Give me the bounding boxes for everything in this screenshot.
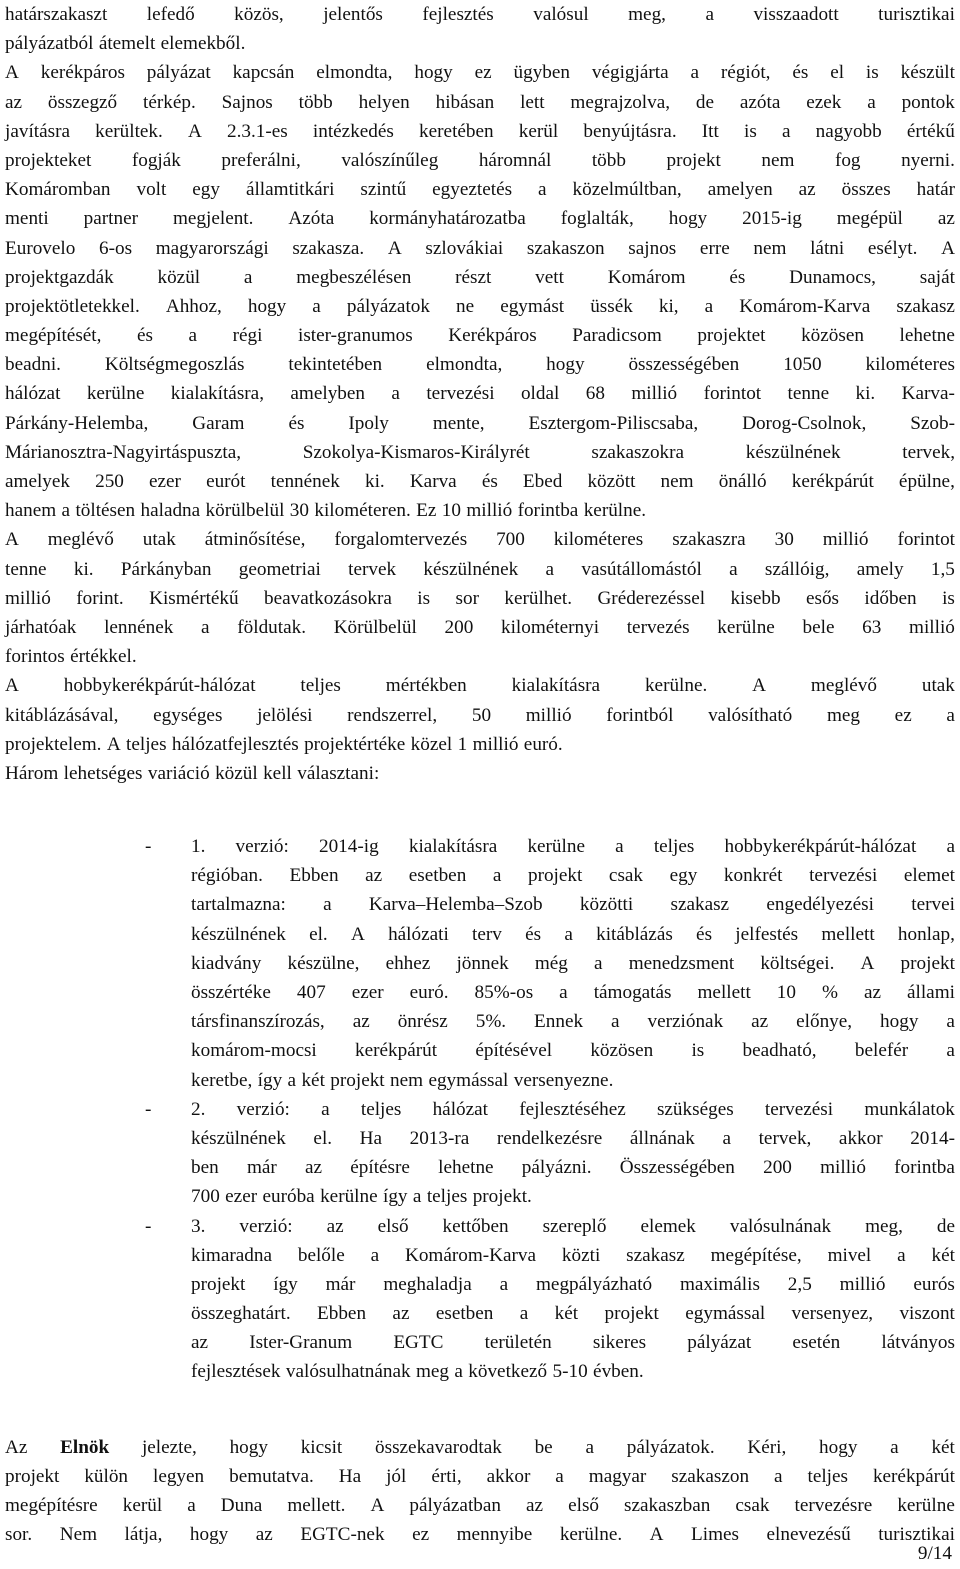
text-line: A kerékpáros pályázat kapcsán elmondta, hogy ez ügyben végigjárta a régiót, és el is készült	[5, 62, 955, 84]
text-line: A hobbykerékpárút-hálózat teljes mértékben kialakításra kerülne. A meglévő utak	[5, 675, 955, 697]
text-line: járhatóak lennének a földutak. Körülbelül 200 kilométernyi tervezés kerülne bele 63 millió	[5, 616, 955, 638]
text-line: projektgazdák közül a megbeszélésen részt vett Komárom és Dunamocs, saját	[5, 266, 955, 288]
text-line: megépítését, és a régi ister-granumos Kerékpáros Paradicsom projektet közösen lehetne	[5, 325, 955, 347]
list-item	[5, 832, 955, 1095]
text-line: készülnének el. A hálózati terv és a kitáblázás és jelfestés mellett honlap,	[191, 923, 955, 945]
text-line: forintos értékkel.	[5, 646, 137, 668]
text-line: A meglévő utak átminősítése, forgalomtervezés 700 kilométeres szakaszra 30 millió forintot	[5, 529, 955, 551]
text-line: 700 ezer euróba kerülne így a teljes projekt.	[191, 1186, 532, 1208]
text-line: tenne ki. Párkányban geometriai tervek készülnének a vasútállomástól a szállóig, amely 1,5	[5, 558, 955, 580]
list-item	[5, 1212, 955, 1387]
spacer	[5, 788, 955, 832]
text-line: projektelem. A teljes hálózatfejlesztés projektértéke közel 1 millió euró.	[5, 733, 563, 755]
text-line: sor. Nem látja, hogy az EGTC-nek ez mennyibe kerülne. A Limes elnevezésű turisztikai	[5, 1524, 955, 1546]
page-number: 9/14	[917, 1543, 952, 1564]
text-line: Párkány-Helemba, Garam és Ipoly mente, Esztergom-Piliscsaba, Dorog-Csolnok, Szob-	[5, 412, 955, 434]
text-line: társfinanszírozás, az önrész 5%. Ennek a verziónak az előnye, hogy a	[191, 1011, 955, 1033]
text-line: 1. verzió: 2014-ig kialakításra kerülne a teljes hobbykerékpárút-hálózat a	[191, 836, 955, 858]
list-bullet-dash: -	[145, 836, 152, 858]
text-line: pályázatból átemelt elemekből.	[5, 33, 246, 55]
text-line: az Ister-Granum EGTC területén sikeres pályázat esetén látványos	[191, 1332, 955, 1354]
text-line: projekteket fogják preferálni, valószínűleg háromnál több projekt nem fog nyerni.	[5, 149, 955, 171]
text-line: 2. verzió: a teljes hálózat fejlesztéséhez szükséges tervezési munkálatok	[191, 1098, 955, 1120]
text-line: 3. verzió: az első kettőben szereplő elemek valósulnának meg, de	[191, 1215, 955, 1237]
list-bullet-dash: -	[145, 1215, 152, 1237]
text-line: millió forint. Kismértékű beavatkozásokra is sor kerülhet. Gréderezéssel kisebb esős időben is	[5, 587, 955, 609]
text-line: tartalmazna: a Karva–Helemba–Szob közötti szakasz engedélyezési tervei	[191, 894, 955, 916]
text-line: az összegző térkép. Sajnos több helyen hibásan lett megrajzolva, de azóta ezek a pontok	[5, 91, 955, 113]
text-line: fejlesztések valósulhatnának meg a következő 5-10 évben.	[191, 1361, 644, 1383]
text-line: keretbe, így a két projekt nem egymással versenyezne.	[191, 1069, 614, 1091]
text-line: kimaradna belőle a Komárom-Karva közti szakasz megépítése, mivel a két	[191, 1244, 955, 1266]
text-line: kitáblázásával, egységes jelölési rendszerrel, 50 millió forintból valósítható meg ez a	[5, 704, 955, 726]
text-line: Márianosztra-Nagyirtáspuszta, Szokolya-Kismaros-Királyrét szakaszokra készülnének tervek,	[5, 441, 955, 463]
text-line: készülnének el. Ha 2013-ra rendelkezésre állnának a tervek, akkor 2014-	[191, 1127, 955, 1149]
text-line: régióban. Ebben az esetben a projekt csak egy konkrét tervezési elemet	[191, 865, 955, 887]
text-line: Az Elnök jelezte, hogy kicsit összekavarodtak be a pályázatok. Kéri, hogy a két	[5, 1433, 955, 1462]
list-item	[5, 1095, 955, 1212]
text-line: projektötletekkel. Ahhoz, hogy a pályázatok ne egymást üssék ki, a Komárom-Karva szakasz	[5, 295, 955, 317]
spacer	[5, 1387, 955, 1433]
text-line: javításra kerültek. A 2.3.1-es intézkedés keretében kerül benyújtásra. Itt is a nagyobb értékű	[5, 120, 955, 142]
text-line: Három lehetséges variáció közül kell választani:	[5, 762, 380, 784]
list-bullet-dash: -	[145, 1098, 152, 1120]
text-line: kiadvány készülne, ehhez jönnek még a menedzsment költségei. A projekt	[191, 952, 955, 974]
text-line: amelyek 250 ezer eurót tennének ki. Karva és Ebed között nem önálló kerékpárút épülne,	[5, 471, 955, 492]
text-line: összeghatárt. Ebben az esetben a két projekt egymással versenyez, viszont	[191, 1303, 955, 1325]
document-page	[5, 0, 955, 1549]
text-line: komárom-mocsi kerékpárút építésével közösen is beadható, belefér a	[191, 1040, 955, 1062]
text-line: Komáromban volt egy államtitkári szintű egyeztetés a közelmúltban, amelyen az összes határ	[5, 179, 955, 201]
text-line: menti partner megjelent. Azóta kormányhatározatba foglalták, hogy 2015-ig megépül az	[5, 208, 955, 230]
text-line: határszakaszt lefedő közös, jelentős fejlesztés valósul meg, a visszaadott turisztikai	[5, 4, 955, 25]
text-line: beadni. Költségmegoszlás tekintetében elmondta, hogy összességében 1050 kilométeres	[5, 354, 955, 376]
text-line: hanem a töltésen haladna körülbelül 30 kilométeren. Ez 10 millió forintba kerülne.	[5, 500, 647, 522]
chair-label: Elnök	[60, 1436, 110, 1458]
text-line: projekt így már meghaladja a megpályázható maximális 2,5 millió eurós	[191, 1273, 955, 1295]
text-line: megépítésre kerül a Duna mellett. A pályázatban az első szakaszban csak tervezésre kerülne	[5, 1495, 955, 1516]
text-line: hálózat kerülne kialakításra, amelyben a tervezési oldal 68 millió forintot tenne ki. Karva-	[5, 383, 955, 405]
text-line: összértéke 407 ezer euró. 85%-os a támogatás mellett 10 % az állami	[191, 982, 955, 1003]
text-line: projekt külön legyen bemutatva. Ha jól érti, akkor a magyar szakaszon a teljes kerékpárút	[5, 1465, 955, 1487]
closing-paragraph	[5, 1433, 955, 1550]
version-list	[5, 832, 955, 1387]
text-line: Eurovelo 6-os magyarországi szakasza. A szlovákiai szakaszon sajnos erre nem látni esélyt. A	[5, 237, 955, 259]
text-line: ben már az építésre lehetne pályázni. Összességében 200 millió forintba	[191, 1157, 955, 1179]
intro-paragraphs	[5, 0, 955, 788]
